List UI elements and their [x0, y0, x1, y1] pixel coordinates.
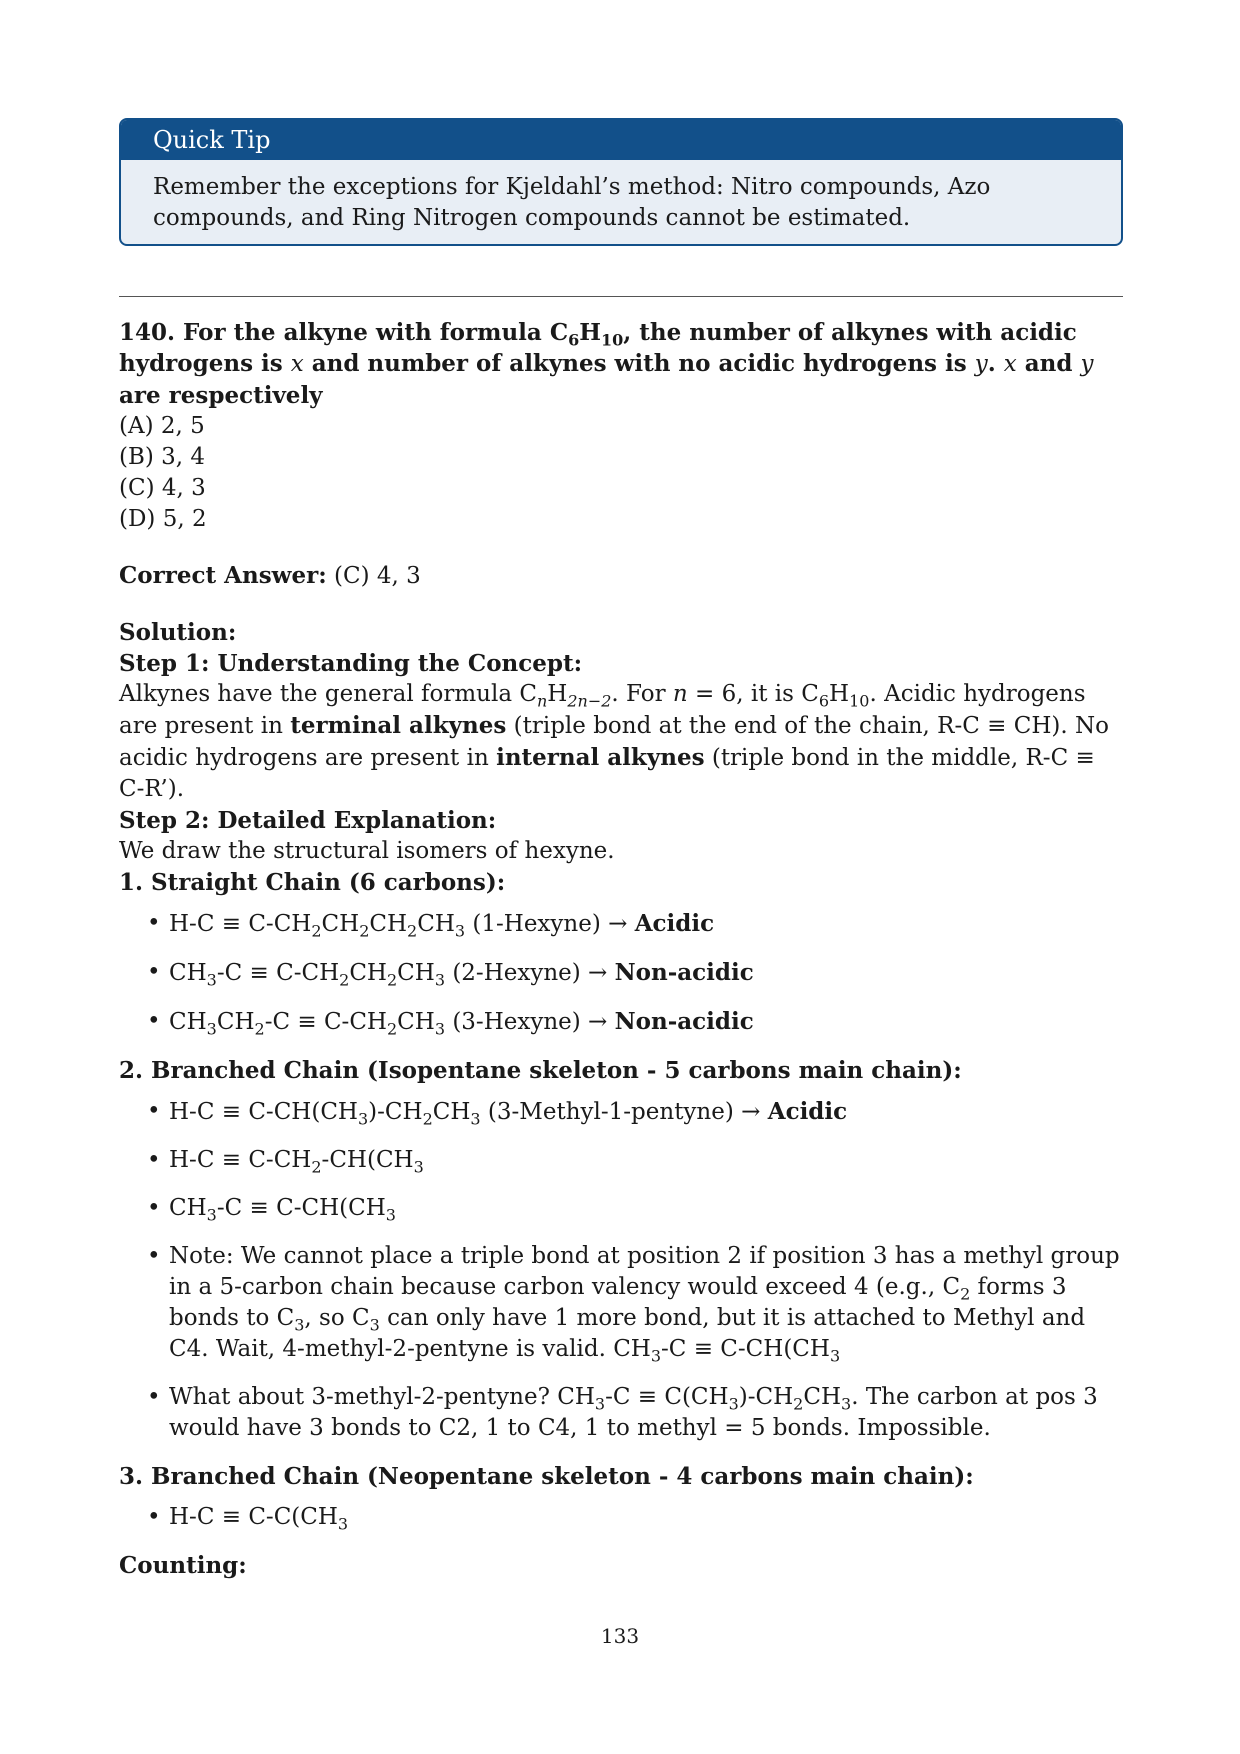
text-part: H-C ≡ C-CH: [169, 1147, 312, 1173]
text-part: CH: [321, 911, 360, 937]
text-part: (2-Hexyne) →: [445, 960, 615, 986]
text-part: -C ≡ C-CH: [264, 1009, 387, 1035]
counting-heading: Counting:: [119, 1552, 247, 1579]
text-part: Alkynes have the general formula C: [119, 681, 537, 707]
subscript: 2: [359, 921, 370, 941]
subscript: 3: [454, 921, 466, 941]
subscript: 2: [407, 921, 418, 941]
text-part: H-C ≡ C-CH: [169, 911, 312, 937]
text-part: (1-Hexyne) →: [465, 911, 635, 937]
text-part: CH: [369, 911, 408, 937]
list-item: [169, 1006, 1124, 1038]
variable: x: [1003, 351, 1017, 377]
list-item: [169, 1193, 1124, 1224]
text-part: )-CH: [738, 1384, 794, 1410]
subscript: 3: [434, 1019, 446, 1039]
variable: n: [672, 681, 688, 707]
subscript: 2: [960, 1284, 971, 1304]
subscript: 3: [337, 1514, 349, 1534]
subscript: 3: [434, 970, 446, 990]
text-part: (triple bond at the end of the chain, R-C ≡ CH). No acidic hydrogens are present in: [119, 713, 1109, 771]
text-part: H: [829, 681, 850, 707]
qtext-part: are respectively: [119, 382, 323, 409]
question-content: [119, 317, 1124, 1581]
variable: y: [974, 351, 988, 377]
text-part: Note: We cannot place a triple bond at position 2 if position 3 has a methyl group in a 5-carbon chain because carbon valency would exceed 4 (e.g., C: [169, 1243, 1120, 1300]
subscript: 3: [206, 1205, 217, 1225]
correct-answer-value: (C) 4, 3: [334, 563, 421, 589]
variable: y: [1080, 351, 1094, 377]
subscript: 3: [369, 1315, 380, 1335]
text-part: can only have 1 more bond, but it is attached to Methyl and C4. Wait, 4-methyl-2-pentyne is valid. CH: [169, 1305, 1086, 1362]
qtext-part: and: [1016, 350, 1081, 377]
subscript: 3: [829, 1346, 841, 1366]
text-part: CH: [349, 960, 387, 986]
qtext-part: H: [579, 319, 602, 346]
subscript: 10: [601, 330, 624, 350]
section2-list: [119, 1096, 1124, 1444]
text-part: )-CH: [368, 1099, 423, 1125]
answer-options: [119, 411, 1124, 535]
list-item: [169, 1502, 1124, 1533]
step2-intro: We draw the structural isomers of hexyne.: [119, 838, 615, 864]
text-part: . Acidic hydrogens are present in: [119, 681, 1086, 739]
subscript: 6: [568, 330, 580, 350]
quick-tip-title: Quick Tip: [121, 120, 1121, 160]
text-part: -C ≡ C(CH: [605, 1384, 729, 1410]
subscript: 3: [385, 1205, 396, 1225]
subscript: 3: [841, 1394, 852, 1414]
correct-answer-label: Correct Answer:: [119, 562, 327, 589]
text-part: -C ≡ C-CH(CH: [661, 1336, 830, 1362]
list-item: [169, 957, 1124, 989]
section3-heading: 3. Branched Chain (Neopentane skeleton - 4 carbons main chain):: [119, 1463, 974, 1490]
text-part: CH: [803, 1384, 842, 1410]
text-part: -C ≡ C-CH(CH: [216, 1195, 386, 1221]
qtext-part: , the number of alkynes with acidic hydrogens is: [119, 319, 1077, 377]
acidity-tag: Non-acidic: [614, 959, 754, 986]
section2-heading: 2. Branched Chain (Isopentane skeleton - 5 carbons main chain):: [119, 1057, 962, 1084]
section3-list: [119, 1502, 1124, 1533]
subscript: 2: [386, 1019, 398, 1039]
text-part: (triple bond in the middle, R-C ≡ C-R’).: [119, 745, 1095, 802]
subscript: 3: [206, 970, 217, 990]
text-part: , so C: [304, 1305, 370, 1331]
subscript: 3: [650, 1346, 662, 1366]
text-part: . For: [611, 681, 673, 707]
question-text: [119, 317, 1124, 411]
text-part: = 6, it is C: [687, 681, 819, 707]
subscript: 2: [254, 1019, 265, 1039]
text-part: What about 3-methyl-2-pentyne? CH: [169, 1384, 595, 1410]
text-part: H: [547, 681, 568, 707]
option-c: (C) 4, 3: [119, 475, 206, 501]
subscript: 3: [357, 1109, 369, 1129]
text-part: H-C ≡ C-C(CH: [169, 1504, 338, 1530]
subscript: 2: [793, 1394, 804, 1414]
section1-list: [119, 908, 1124, 1038]
subscript: 3: [594, 1394, 606, 1414]
subscript: 10: [849, 691, 870, 711]
list-item: [169, 1241, 1124, 1365]
step2-heading: Step 2: Detailed Explanation:: [119, 807, 497, 834]
subscript: 2: [422, 1109, 433, 1129]
subscript: 2: [311, 921, 322, 941]
qtext-part: .: [987, 350, 1004, 377]
quick-tip-box: [119, 118, 1123, 246]
option-a: (A) 2, 5: [119, 413, 205, 439]
text-part: . The carbon at pos 3 would have 3 bonds to C2, 1 to C4, 1 to methyl = 5 bonds. Impossible.: [169, 1384, 1098, 1441]
text-part: forms 3 bonds to C: [169, 1274, 1067, 1331]
subscript: 3: [413, 1157, 424, 1177]
question-number: 140.: [119, 319, 176, 346]
subscript: 3: [206, 1019, 217, 1039]
option-b: (B) 3, 4: [119, 444, 206, 470]
text-part: CH: [169, 1195, 207, 1221]
subscript: 2: [386, 970, 398, 990]
text-part: CH: [417, 911, 455, 937]
text-part: CH: [397, 1009, 435, 1035]
subscript: 2: [339, 970, 350, 990]
option-d: (D) 5, 2: [119, 506, 207, 532]
section1-heading: 1. Straight Chain (6 carbons):: [119, 869, 506, 896]
text-part: CH: [216, 1009, 255, 1035]
acidity-tag: Acidic: [767, 1098, 848, 1125]
quick-tip-body: Remember the exceptions for Kjeldahl’s method: Nitro compounds, Azo compounds, and Ring Nitrogen compounds cannot be estimated.: [153, 174, 991, 231]
bold-term: internal alkynes: [496, 744, 705, 771]
subscript: 2n−2: [567, 691, 612, 711]
subscript: 3: [294, 1315, 305, 1335]
acidity-tag: Non-acidic: [614, 1008, 754, 1035]
subscript: 3: [728, 1394, 739, 1414]
text-part: CH: [397, 960, 435, 986]
list-item: [169, 1145, 1124, 1176]
correct-answer: [119, 560, 1124, 592]
subscript: n: [536, 691, 548, 711]
text-part: CH: [169, 1009, 207, 1035]
bold-term: terminal alkynes: [290, 712, 507, 739]
text-part: (3-Hexyne) →: [445, 1009, 615, 1035]
text-part: (3-Methyl-1-pentyne) →: [480, 1099, 768, 1125]
solution-heading: Solution:: [119, 619, 237, 646]
qtext-part: For the alkyne with formula C: [183, 319, 569, 346]
step1-text: [119, 679, 1124, 805]
text-part: CH: [432, 1099, 471, 1125]
subscript: 2: [311, 1157, 322, 1177]
page-number: 133: [600, 1624, 640, 1648]
text-part: H-C ≡ C-CH(CH: [169, 1099, 358, 1125]
text-part: -CH(CH: [321, 1147, 414, 1173]
qtext-part: and number of alkynes with no acidic hydrogens is: [303, 350, 975, 377]
list-item: [169, 908, 1124, 940]
list-item: [169, 1382, 1124, 1444]
list-item: [169, 1096, 1124, 1128]
step1-heading: Step 1: Understanding the Concept:: [119, 650, 583, 677]
subscript: 6: [818, 691, 830, 711]
section-divider: [119, 296, 1123, 297]
acidity-tag: Acidic: [634, 910, 715, 937]
text-part: -C ≡ C-CH: [216, 960, 340, 986]
subscript: 3: [470, 1109, 481, 1129]
variable: x: [290, 351, 304, 377]
text-part: CH: [169, 960, 207, 986]
